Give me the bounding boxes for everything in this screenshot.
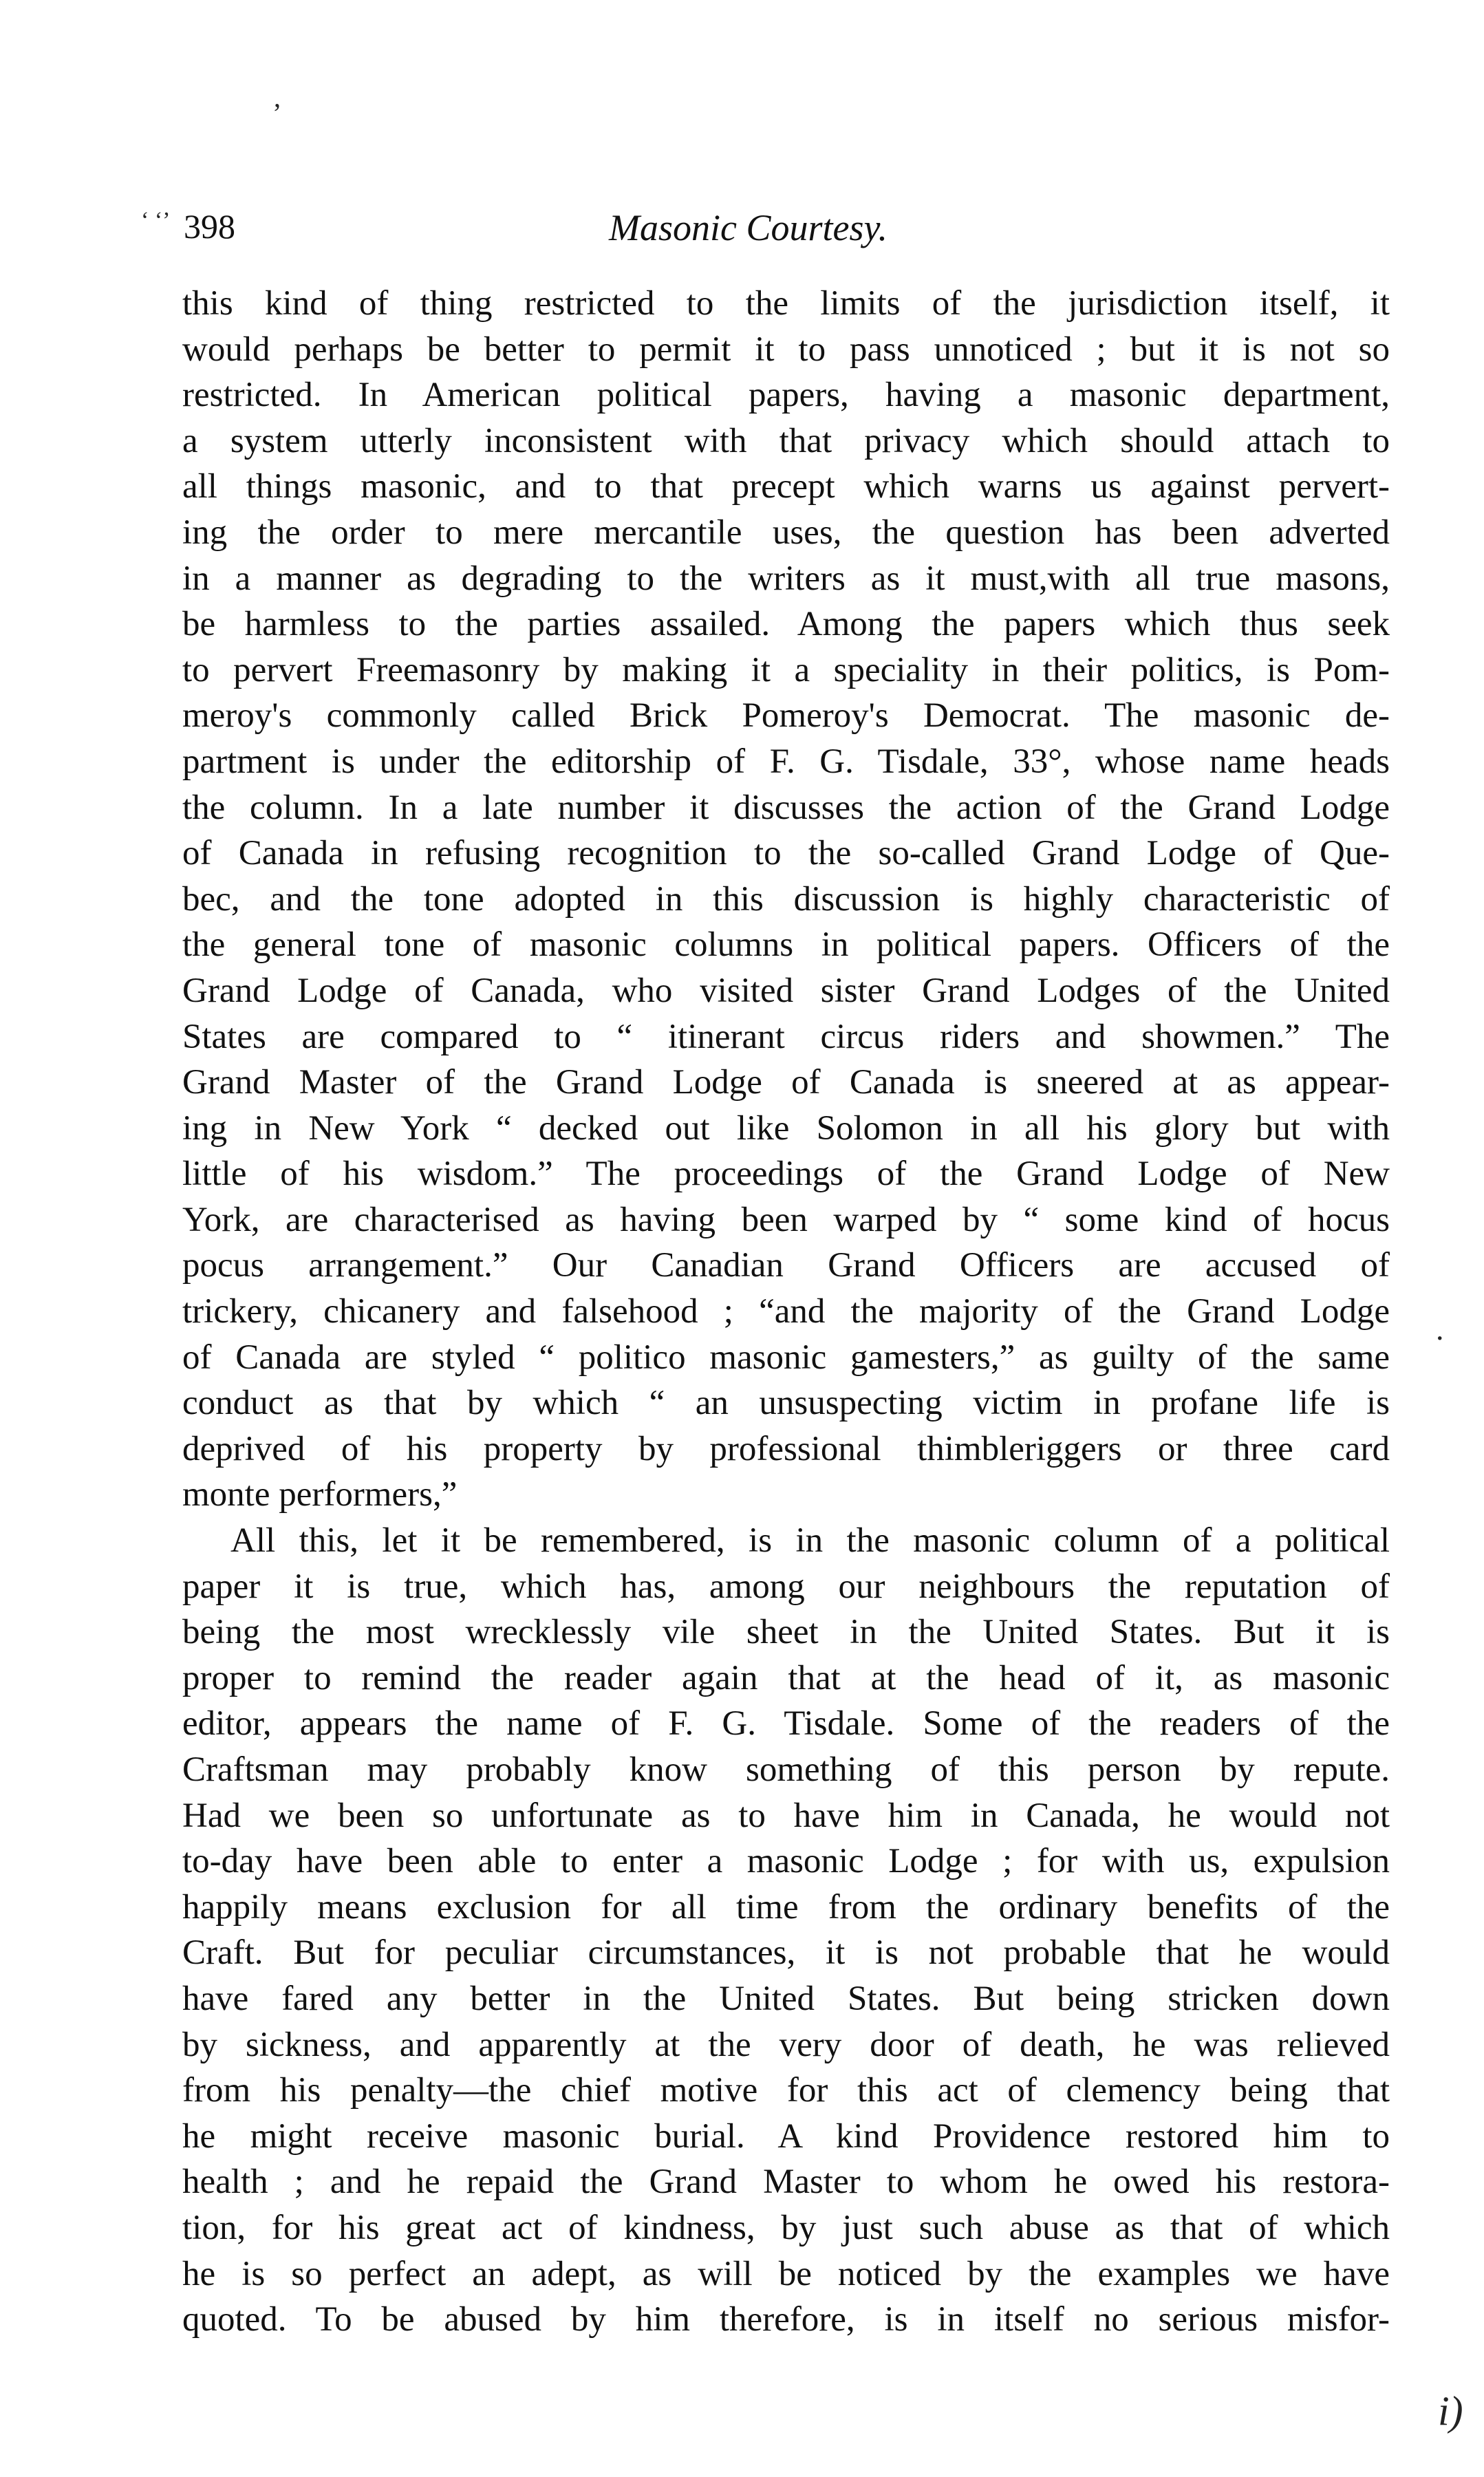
running-title: Masonic Courtesy. [609, 207, 888, 248]
text-line: to pervert Freemasonry by making it a speciality in their politics, is Pom- [182, 650, 1390, 689]
paragraph [182, 1518, 1390, 2343]
text-line: York, are characterised as having been warped by “ some kind of hocus [182, 1200, 1390, 1239]
text-line: the column. In a late number it discusses the action of the Grand Lodge [182, 788, 1390, 827]
running-head [175, 206, 1393, 261]
text-line: partment is under the editorship of F. G. Tisdale, 33°, whose name heads [182, 742, 1390, 781]
text-line: monte performers,” [182, 1475, 458, 1514]
text-line: happily means exclusion for all time from the ordinary benefits of the [182, 1887, 1390, 1927]
pencil-mark: i) [1438, 2388, 1463, 2434]
text-line: meroy's commonly called Brick Pomeroy's Democrat. The masonic de- [182, 696, 1390, 736]
text-line: all things masonic, and to that precept which warns us against pervert- [182, 467, 1390, 506]
text-line: deprived of his property by professional thimbleriggers or three card [182, 1429, 1390, 1468]
stray-mark: , [274, 82, 281, 113]
text-line: Craft. But for peculiar circumstances, it is not probable that he would [182, 1933, 1390, 1973]
text-line: by sickness, and apparently at the very door of death, he was relieved [182, 2025, 1390, 2064]
text-line: tion, for his great act of kindness, by just such abuse as that of which [182, 2208, 1390, 2247]
text-line: he is so perfect an adept, as will be noticed by the examples we have [182, 2254, 1390, 2293]
text-line: health ; and he repaid the Grand Master to whom he owed his restora- [182, 2163, 1390, 2202]
text-line: Grand Lodge of Canada, who visited sister Grand Lodges of the United [182, 971, 1390, 1010]
text-line: ing the order to mere mercantile uses, the question has been adverted [182, 513, 1390, 552]
stray-mark: ‘ ‘’ [141, 208, 171, 233]
text-line: ing in New York “ decked out like Solomon in all his glory but with [182, 1108, 1390, 1148]
text-line: little of his wisdom.” The proceedings of the Grand Lodge of New [182, 1155, 1390, 1194]
text-line: be harmless to the parties assailed. Among the papers which thus seek [182, 605, 1390, 644]
page-number: 398 [184, 207, 235, 246]
text-line: Had we been so unfortunate as to have him in Canada, he would not [182, 1796, 1390, 1835]
text-line: quoted. To be abused by him therefore, is in itself no serious misfor- [182, 2300, 1390, 2339]
text-line: the general tone of masonic columns in political papers. Officers of the [182, 925, 1390, 965]
text-line: would perhaps be better to permit it to pass unnoticed ; but it is not so [182, 330, 1390, 369]
text-line: of Canada in refusing recognition to the so-called Grand Lodge of Que- [182, 834, 1390, 873]
text-line: States are compared to “ itinerant circus riders and showmen.” The [182, 1017, 1390, 1056]
text-line: pocus arrangement.” Our Canadian Grand Officers are accused of [182, 1246, 1390, 1285]
text-line: Craftsman may probably know something of this person by repute. [182, 1750, 1390, 1789]
text-line: being the most wrecklessly vile sheet in the United States. But it is [182, 1613, 1390, 1652]
text-line: to-day have been able to enter a masonic Lodge ; for with us, expulsion [182, 1842, 1390, 1881]
text-line: editor, appears the name of F. G. Tisdale. Some of the readers of the [182, 1704, 1390, 1744]
text-line: proper to remind the reader again that at the head of it, as masonic [182, 1658, 1390, 1697]
text-line: he might receive masonic burial. A kind Providence restored him to [182, 2116, 1390, 2156]
text-line: paper it is true, which has, among our neighbours the reputation of [182, 1567, 1390, 1606]
paragraph [182, 281, 1390, 1518]
text-line: Grand Master of the Grand Lodge of Canada is sneered at as appear- [182, 1063, 1390, 1102]
text-line: conduct as that by which “ an unsuspecting victim in profane life is [182, 1384, 1390, 1423]
text-line: from his penalty—the chief motive for this act of clemency being that [182, 2071, 1390, 2110]
text-line: in a manner as degrading to the writers as it must,with all true masons, [182, 559, 1390, 598]
text-line: restricted. In American political papers, having a masonic department, [182, 376, 1390, 415]
stray-mark: . [1436, 1311, 1444, 1347]
text-line: a system utterly inconsistent with that privacy which should attach to [182, 421, 1390, 460]
text-line: have fared any better in the United States. But being stricken down [182, 1979, 1390, 2018]
body-text [182, 281, 1390, 2343]
text-line: All this, let it be remembered, is in the masonic column of a political [230, 1521, 1390, 1561]
text-line: this kind of thing restricted to the limits of the jurisdiction itself, it [182, 284, 1390, 323]
text-line: bec, and the tone adopted in this discussion is highly characteristic of [182, 879, 1390, 919]
text-line: trickery, chicanery and falsehood ; “and the majority of the Grand Lodge [182, 1292, 1390, 1331]
text-line: of Canada are styled “ politico masonic gamesters,” as guilty of the same [182, 1338, 1390, 1377]
